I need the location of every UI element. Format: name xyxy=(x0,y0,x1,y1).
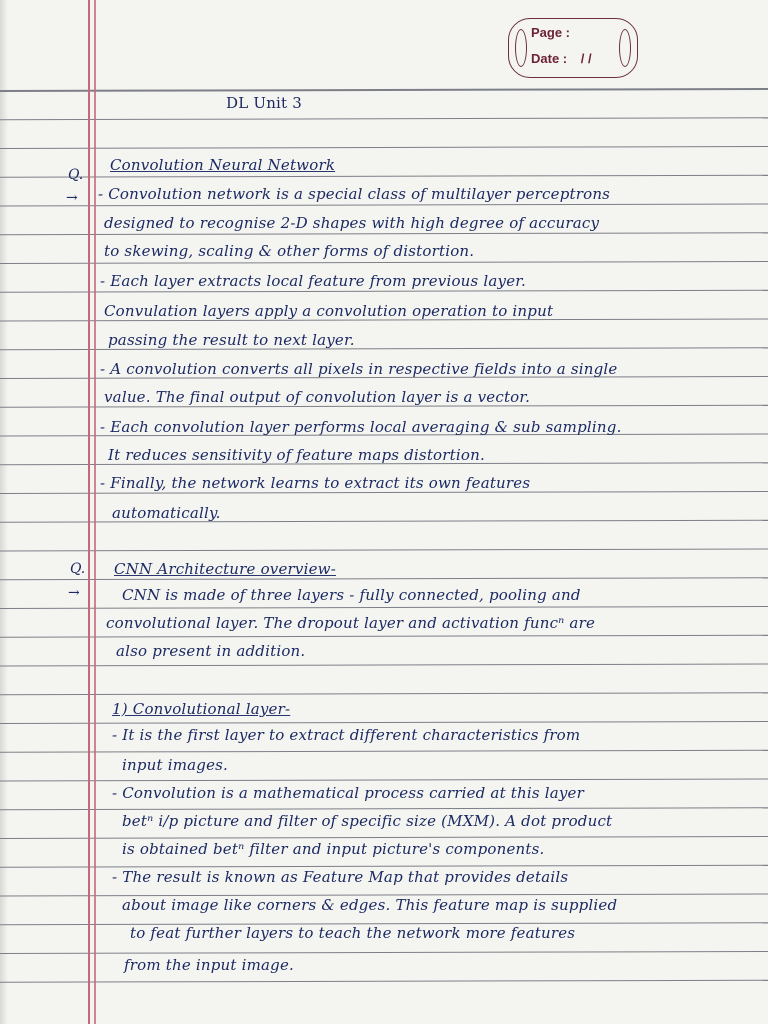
scroll-curl-left-icon xyxy=(515,29,527,67)
page-title: DL Unit 3 xyxy=(226,94,302,112)
note-line: designed to recognise 2-D shapes with high degree of accuracy xyxy=(104,214,600,232)
ruled-line xyxy=(0,779,768,781)
ruled-line xyxy=(0,980,768,982)
ruled-line xyxy=(0,290,768,292)
note-line: - Each convolution layer performs local averaging & sub sampling. xyxy=(100,418,622,436)
ruled-line xyxy=(0,722,768,724)
note-line: about image like corners & edges. This feature map is supplied xyxy=(122,896,618,914)
page-date-box xyxy=(508,18,638,78)
note-line: Convulation layers apply a convolution operation to input xyxy=(104,302,554,320)
ruled-line xyxy=(0,808,768,810)
note-line: - Convolution network is a special class of multilayer perceptrons xyxy=(98,185,611,203)
answer-arrow: → xyxy=(68,585,80,601)
ruled-line xyxy=(0,664,768,666)
question-marker: Q. xyxy=(70,561,86,577)
answer-arrow: → xyxy=(66,190,78,206)
note-line: - It is the first layer to extract different characteristics from xyxy=(112,726,581,744)
note-line: automatically. xyxy=(112,504,221,522)
heading-convolutional-layer: 1) Convolutional layer- xyxy=(112,700,291,718)
ruled-line xyxy=(0,89,768,91)
note-line: - The result is known as Feature Map that provides details xyxy=(112,868,569,886)
date-value: / / xyxy=(580,51,592,66)
ruled-line xyxy=(0,147,768,149)
ruled-line xyxy=(0,865,768,867)
note-line: input images. xyxy=(122,756,229,774)
note-line: - A convolution converts all pixels in respective fields into a single xyxy=(100,360,618,378)
note-line: also present in addition. xyxy=(116,642,306,660)
note-line: passing the result to next layer. xyxy=(108,331,355,349)
question-marker: Q. xyxy=(68,167,84,183)
ruled-line xyxy=(0,750,768,752)
note-line: CNN is made of three layers - fully connected, pooling and xyxy=(122,586,581,604)
note-line: to feat further layers to teach the network more features xyxy=(130,924,576,942)
ruled-line xyxy=(0,607,768,609)
page-label: Page : xyxy=(531,25,571,40)
note-line: betⁿ i/p picture and filter of specific size (MXM). A dot product xyxy=(122,812,613,830)
note-line: to skewing, scaling & other forms of distortion. xyxy=(104,242,475,260)
ruled-line xyxy=(0,952,768,954)
note-line: from the input image. xyxy=(124,956,295,974)
margin-line xyxy=(88,0,90,1024)
heading-cnn: Convolution Neural Network xyxy=(110,156,336,174)
ruled-line xyxy=(0,549,768,551)
date-label: Date : xyxy=(531,51,568,66)
note-line: value. The final output of convolution layer is a vector. xyxy=(104,388,531,406)
ruled-line xyxy=(0,233,768,235)
margin-line-secondary xyxy=(94,0,96,1024)
note-line: - Convolution is a mathematical process carried at this layer xyxy=(112,784,584,802)
ruled-line xyxy=(0,837,768,839)
ruled-line xyxy=(0,578,768,580)
ruled-line xyxy=(0,118,768,120)
note-line: - Finally, the network learns to extract its own features xyxy=(100,474,531,492)
heading-cnn-architecture: CNN Architecture overview- xyxy=(114,560,336,578)
date-row xyxy=(531,51,592,66)
ruled-line xyxy=(0,635,768,637)
ruled-line xyxy=(0,693,768,695)
ruled-line xyxy=(0,204,768,206)
note-line: is obtained betⁿ filter and input picture's components. xyxy=(122,840,545,858)
note-line: - Each layer extracts local feature from previous layer. xyxy=(100,272,526,290)
scroll-curl-right-icon xyxy=(619,29,631,67)
note-line: It reduces sensitivity of feature maps distortion. xyxy=(108,446,485,464)
note-line: convolutional layer. The dropout layer and activation funcⁿ are xyxy=(106,614,596,632)
ruled-line xyxy=(0,175,768,177)
ruled-line xyxy=(0,262,768,264)
